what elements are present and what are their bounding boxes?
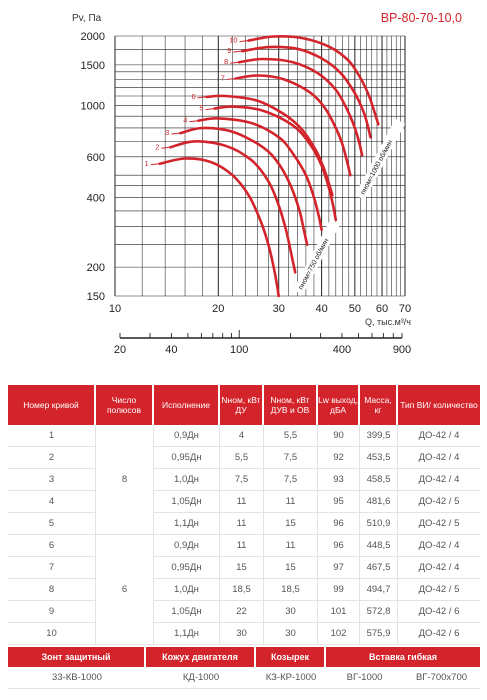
cell-power-du: 5,5 [220, 447, 264, 469]
secondary-tick-label: 900 [392, 344, 412, 356]
cell-mass: 399,5 [360, 425, 398, 447]
cell-vi: ДО-42 / 5 [398, 579, 480, 601]
speed-label-750 [293, 219, 340, 295]
cell-lw: 92 [318, 447, 360, 469]
x-tick-label: 70 [398, 303, 412, 315]
curve-label-leader [240, 41, 248, 42]
cell-lw: 102 [318, 623, 360, 645]
cell-mass: 458,5 [360, 469, 398, 491]
cell-power-duv: 11 [264, 535, 318, 557]
cell-execution: 1,05Дн [154, 601, 220, 623]
cell-vi: ДО-42 / 6 [398, 623, 480, 645]
cell-power-duv: 15 [264, 513, 318, 535]
cell-mass: 481,6 [360, 491, 398, 513]
cell-vi: ДО-42 / 5 [398, 513, 480, 535]
cell-lw: 93 [318, 469, 360, 491]
accessory-umbrella: 33-КВ-1000 [8, 667, 146, 689]
cell-lw: 97 [318, 557, 360, 579]
secondary-tick-label: 40 [165, 344, 178, 356]
cell-execution: 0,95Дн [154, 557, 220, 579]
curve-label-1: 1 [144, 158, 149, 168]
cell-vi: ДО-42 / 4 [398, 469, 480, 491]
speed-label-1000 [355, 119, 405, 200]
curve-label-9: 9 [227, 46, 232, 56]
curve-label-leader [189, 121, 197, 122]
x-tick-label: 30 [272, 303, 285, 315]
cell-curve: 5 [8, 513, 96, 535]
speed-label-1000-text: nном=1000 об/мин [359, 139, 395, 196]
curve-label-2: 2 [155, 142, 160, 152]
header-power-duv: Nном, кВт ДУВ и ОВ [264, 385, 318, 425]
cell-vi: ДО-42 / 4 [398, 557, 480, 579]
cell-mass: 575,9 [360, 623, 398, 645]
curve-label-leader [161, 147, 169, 148]
cell-vi: ДО-42 / 4 [398, 425, 480, 447]
cell-execution: 1,05Дн [154, 491, 220, 513]
series-line-9 [242, 47, 370, 137]
cell-power-du: 22 [220, 601, 264, 623]
cell-execution: 0,9Дн [154, 425, 220, 447]
cell-power-du: 4 [220, 425, 264, 447]
poles-cell: 6 [96, 535, 154, 645]
table-body [8, 425, 480, 645]
secondary-tick-label: 400 [332, 344, 352, 356]
cell-curve: 1 [8, 425, 96, 447]
cell-power-du: 11 [220, 513, 264, 535]
accessory-flex-insert-1: ВГ-1000 [326, 667, 403, 689]
cell-vi: ДО-42 / 4 [398, 535, 480, 557]
cell-vi: ДО-42 / 6 [398, 601, 480, 623]
cell-lw: 96 [318, 535, 360, 557]
cell-power-du: 11 [220, 535, 264, 557]
header-vi: Тип ВИ/ количество [398, 385, 480, 425]
header-visor: Козырек [256, 647, 326, 667]
curve-label-leader [233, 51, 241, 52]
series-lines [160, 36, 379, 296]
y-tick-label: 200 [86, 262, 105, 275]
cell-execution: 1,1Дн [154, 513, 220, 535]
x-tick-label: 20 [212, 303, 225, 315]
header-flex-insert: Вставка гибкая [326, 647, 480, 667]
header-poles: Число полюсов [96, 385, 154, 425]
cell-power-duv: 5,5 [264, 425, 318, 447]
cell-execution: 0,95Дн [154, 447, 220, 469]
chart-title: ВР-80-70-10,0 [380, 11, 462, 25]
header-mass: Масса, кг [360, 385, 398, 425]
y-tick-label: 1500 [80, 59, 105, 72]
cell-power-duv: 7,5 [264, 447, 318, 469]
cell-mass: 494,7 [360, 579, 398, 601]
series-line-1 [160, 158, 279, 296]
accessories-header [8, 647, 480, 667]
cell-curve: 3 [8, 469, 96, 491]
y-axis-label: Pv, Па [72, 13, 102, 24]
cell-power-duv: 18,5 [264, 579, 318, 601]
curve-label-7: 7 [220, 73, 225, 83]
cell-curve: 9 [8, 601, 96, 623]
cell-power-du: 30 [220, 623, 264, 645]
header-umbrella: Зонт защитный [8, 647, 146, 667]
cell-power-duv: 7,5 [264, 469, 318, 491]
cell-curve: 4 [8, 491, 96, 513]
accessory-motor-cover: КД-1000 [146, 667, 256, 689]
cell-vi: ДО-42 / 4 [398, 447, 480, 469]
cell-execution: 1,0Дн [154, 579, 220, 601]
cell-curve: 8 [8, 579, 96, 601]
header-execution: Исполнение [154, 385, 220, 425]
x-tick-label: 60 [375, 303, 389, 315]
cell-power-duv: 15 [264, 557, 318, 579]
curve-label-4: 4 [183, 115, 188, 125]
x-axis-label: Q, тыс.м³/ч [365, 317, 411, 327]
accessory-flex-insert-2: ВГ-700х700 [403, 667, 480, 689]
y-tick-label: 1000 [80, 100, 105, 113]
cell-power-duv: 30 [264, 601, 318, 623]
curve-label-8: 8 [223, 57, 229, 67]
cell-power-duv: 30 [264, 623, 318, 645]
cell-lw: 90 [318, 425, 360, 447]
y-tick-label: 400 [86, 192, 105, 205]
cell-mass: 448,5 [360, 535, 398, 557]
curve-label-leader [206, 109, 214, 110]
cell-lw: 95 [318, 491, 360, 513]
cell-power-du: 18,5 [220, 579, 264, 601]
curve-label-10: 10 [229, 35, 238, 45]
header-lw: Lw выход, дБА [318, 385, 360, 425]
cell-execution: 1,0Дн [154, 469, 220, 491]
cell-mass: 467,5 [360, 557, 398, 579]
y-tick-label: 2000 [80, 31, 105, 43]
cell-curve: 2 [8, 447, 96, 469]
cell-curve: 10 [8, 623, 96, 645]
table-header [8, 385, 480, 425]
secondary-tick-label: 20 [113, 344, 127, 356]
poles-cell: 8 [96, 425, 154, 535]
cell-power-duv: 11 [264, 491, 318, 513]
x-tick-label: 50 [348, 303, 361, 315]
curve-label-leader [171, 133, 179, 134]
y-tick-label: 150 [86, 291, 105, 303]
x-tick-label: 40 [315, 303, 328, 315]
x-tick-label: 10 [108, 303, 122, 315]
cell-mass: 453,5 [360, 447, 398, 469]
cell-power-du: 7,5 [220, 469, 264, 491]
header-curve: Номер кривой [8, 385, 96, 425]
cell-execution: 0,9Дн [154, 535, 220, 557]
cell-power-du: 15 [220, 557, 264, 579]
cell-mass: 572,8 [360, 601, 398, 623]
cell-lw: 96 [318, 513, 360, 535]
header-motor-cover: Кожух двигателя [146, 647, 256, 667]
accessories-row [8, 667, 480, 689]
secondary-tick-label: 100 [230, 344, 249, 356]
speed-label-750-text: nном=750 об/мин [297, 237, 331, 291]
cell-curve: 7 [8, 557, 96, 579]
curve-label-5: 5 [199, 103, 204, 113]
header-power-du: Nном, кВт ДУ [220, 385, 264, 425]
cell-execution: 1,1Дн [154, 623, 220, 645]
cell-lw: 99 [318, 579, 360, 601]
cell-curve: 6 [8, 535, 96, 557]
cell-mass: 510,9 [360, 513, 398, 535]
cell-vi: ДО-42 / 5 [398, 491, 480, 513]
curve-label-leader [230, 62, 238, 63]
curve-label-leader [151, 164, 159, 165]
cell-power-du: 11 [220, 491, 264, 513]
accessory-visor: КЗ-КР-1000 [256, 667, 326, 689]
y-tick-label: 600 [86, 151, 105, 164]
curve-label-leader [198, 97, 206, 98]
curve-label-6: 6 [191, 91, 196, 101]
performance-table [8, 385, 480, 689]
cell-lw: 101 [318, 601, 360, 623]
curve-label-3: 3 [165, 128, 170, 138]
